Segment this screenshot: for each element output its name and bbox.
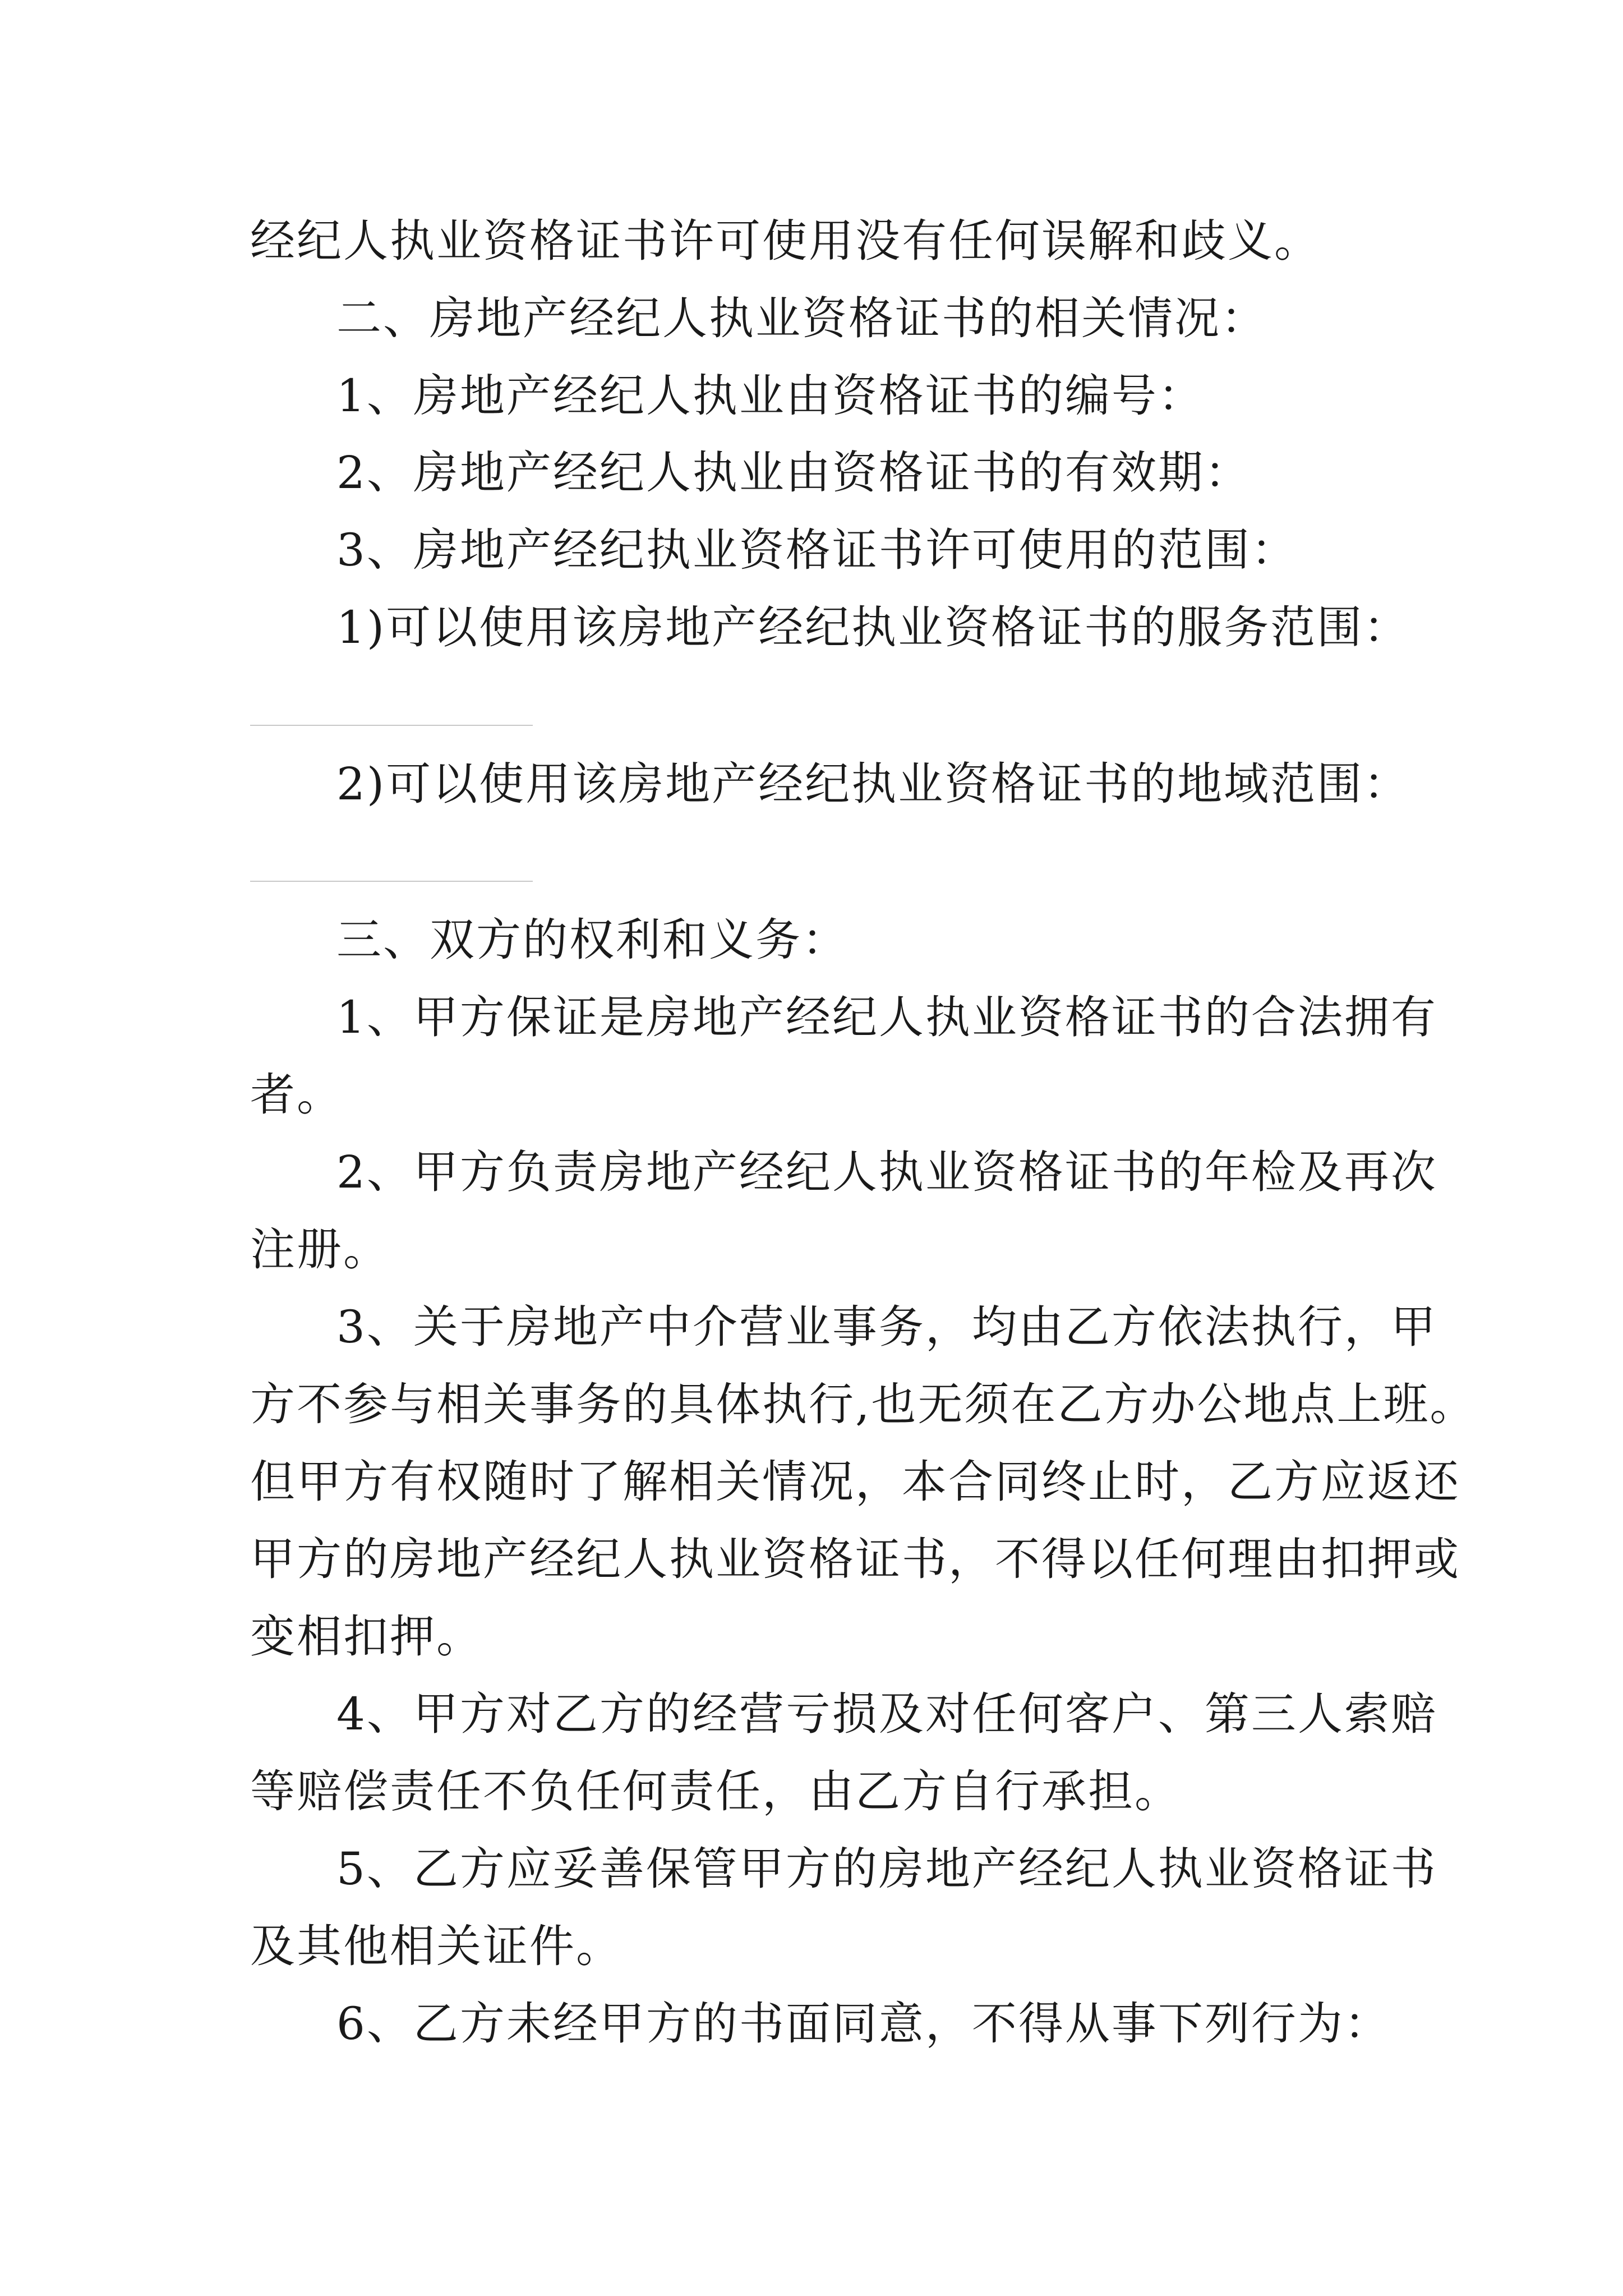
text-line: 4、甲方对乙方的经营亏损及对任何客户、第三人索赔 [336, 1688, 1437, 1740]
text-line: 及其他相关证件。 [250, 1920, 623, 1972]
section-heading: 三、双方的权利和义务： [336, 914, 849, 966]
text-line: 者。 [250, 1069, 343, 1121]
text-line: 注册。 [250, 1223, 390, 1276]
text-line: 变相扣押。 [250, 1611, 483, 1663]
text-line: 1)可以使用该房地产经纪执业资格证书的服务范围： [336, 601, 1410, 654]
fill-in-blank-line [250, 881, 533, 882]
text-line: 2、房地产经纪人执业由资格证书的有效期： [336, 447, 1251, 499]
text-line: 1、房地产经纪人执业由资格证书的编号： [336, 370, 1205, 422]
text-line: 6、乙方未经甲方的书面同意，不得从事下列行为： [336, 1998, 1391, 2050]
text-line: 等赔偿责任不负任何责任，由乙方自行承担。 [250, 1765, 1181, 1818]
section-heading: 二、房地产经纪人执业资格证书的相关情况： [336, 292, 1267, 344]
text-line: 3、房地产经纪执业资格证书许可使用的范围： [336, 524, 1298, 576]
text-line: 方不参与相关事务的具体执行,也无须在乙方办公地点上班。 [250, 1378, 1477, 1430]
fill-in-blank-line [250, 725, 533, 726]
text-line: 2)可以使用该房地产经纪执业资格证书的地域范围： [336, 758, 1410, 810]
text-line: 甲方的房地产经纪人执业资格证书，不得以任何理由扣押或 [250, 1533, 1460, 1585]
text-line: 2、甲方负责房地产经纪人执业资格证书的年检及再次 [336, 1146, 1437, 1198]
text-line: 3、关于房地产中介营业事务，均由乙方依法执行，甲 [336, 1301, 1437, 1353]
text-line: 5、乙方应妥善保管甲方的房地产经纪人执业资格证书 [336, 1843, 1437, 1895]
text-line: 经纪人执业资格证书许可使用没有任何误解和歧义。 [250, 215, 1321, 267]
text-line: 但甲方有权随时了解相关情况，本合同终止时，乙方应返还 [250, 1456, 1460, 1508]
text-line: 1、甲方保证是房地产经纪人执业资格证书的合法拥有 [336, 991, 1437, 1043]
